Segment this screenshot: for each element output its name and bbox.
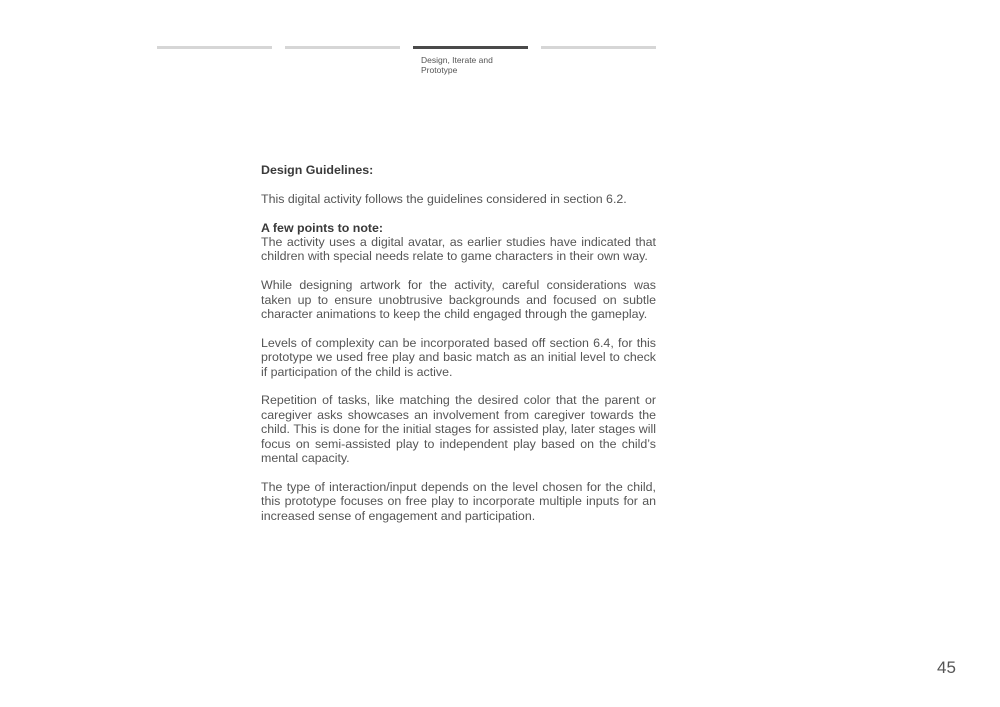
section-heading: Design Guidelines: [261,163,374,177]
body-paragraph-repetition: Repetition of tasks, like matching the desired color that the parent or caregiver asks showcases an involvement from caregiver towards the child. This is done for the initial stages for assisted play, later stages will focus on semi-assisted play to independent play based on the child’s mental capacity. [261,393,656,466]
progress-step-2 [285,46,400,49]
note-title: A few points to note: [261,220,384,235]
progress-stepper [157,46,657,86]
progress-step-1 [157,46,272,49]
note-paragraph [261,221,656,264]
progress-step-3-active [413,46,528,75]
intro-paragraph: This digital activity follows the guidelines considered in section 6.2. [261,191,627,206]
progress-step-bar [157,46,272,49]
document-body [261,163,656,537]
body-paragraph-levels: Levels of complexity can be incorporated based off section 6.4, for this prototype we used free play and basic match as an initial level to check if participation of the child is active. [261,335,656,379]
progress-step-4 [541,46,656,49]
progress-step-bar-active [413,46,528,49]
progress-step-label: Design, Iterate and Prototype [421,55,493,75]
note-text: The activity uses a digital avatar, as earlier studies have indicated that children with special needs relate to game characters in their own way. [261,235,656,264]
body-paragraph-interaction: The type of interaction/input depends on the level chosen for the child, this prototype focuses on free play to incorporate multiple inputs for an increased sense of engagement and participation. [261,479,656,523]
page-number: 45 [937,658,956,677]
body-paragraph-artwork: While designing artwork for the activity, careful considerations was taken up to ensure unobtrusive backgrounds and focused on subtle character animations to keep the child engaged through the gameplay. [261,278,656,322]
progress-step-bar [541,46,656,49]
progress-step-bar [285,46,400,49]
